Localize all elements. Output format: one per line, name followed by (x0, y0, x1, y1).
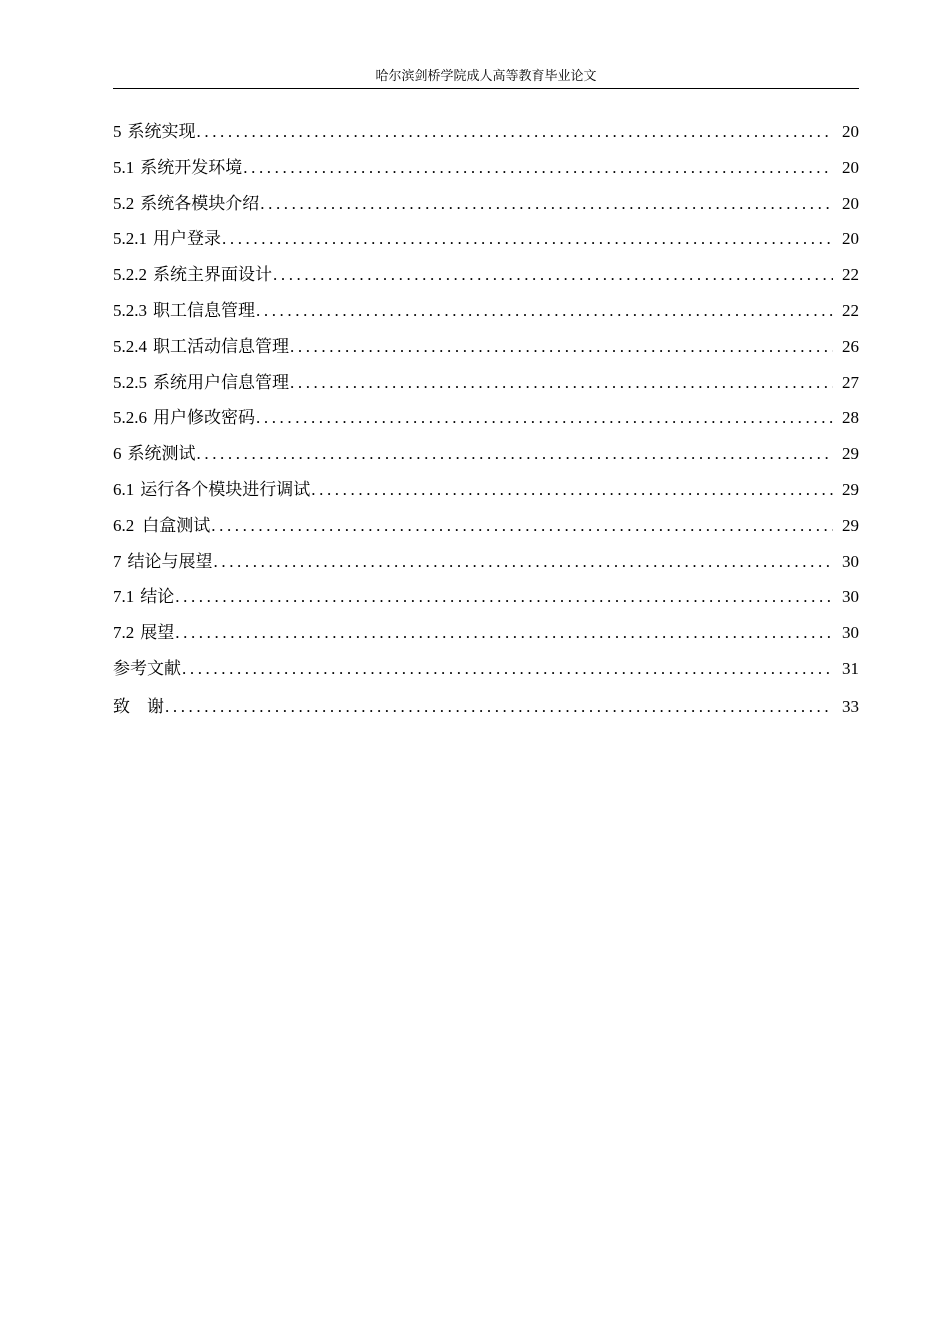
toc-dot-leader (243, 150, 833, 186)
toc-entry-number: 5.2.1 (113, 229, 147, 249)
toc-dot-leader (222, 221, 833, 257)
toc-entry[interactable] (113, 221, 859, 257)
toc-entry-label: 系统各模块介绍 (140, 193, 260, 213)
toc-dot-leader (214, 544, 834, 580)
toc-entry-label: 用户修改密码 (153, 408, 255, 428)
toc-entry-number: 5.2 (113, 193, 135, 213)
toc-entry[interactable] (113, 436, 859, 472)
toc-dot-leader (211, 508, 833, 544)
toc-entry-page: 20 (842, 122, 859, 141)
toc-entry[interactable] (113, 508, 859, 544)
toc-entry-page: 30 (842, 551, 859, 571)
toc-entry-title (113, 365, 289, 401)
toc-entry[interactable] (113, 150, 859, 186)
toc-entry-title (113, 687, 164, 727)
toc-entry-number: 5.2.6 (113, 408, 147, 428)
toc-entry[interactable] (113, 114, 859, 150)
toc-entry-page: 29 (842, 515, 859, 535)
toc-entry[interactable] (113, 615, 859, 651)
toc-entry[interactable] (113, 365, 859, 401)
toc-entry-page: 22 (842, 265, 859, 285)
toc-dot-leader (260, 186, 833, 222)
toc-entry-title (113, 186, 259, 222)
toc-entry-label: 展望 (140, 623, 175, 643)
toc-entry-title (113, 221, 221, 257)
toc-entry-page: 33 (842, 696, 859, 716)
toc-entry-number: 5.2.4 (113, 336, 147, 356)
toc-entry-title (113, 579, 174, 615)
toc-entry-page: 28 (842, 408, 859, 428)
toc-entry[interactable] (113, 329, 859, 365)
toc-entry[interactable] (113, 186, 859, 222)
toc-entry-label: 系统开发环境 (140, 157, 243, 177)
toc-entry-page: 20 (842, 157, 859, 177)
toc-entry-title (113, 436, 196, 472)
toc-entry-number: 5.2.2 (113, 265, 147, 285)
toc-entry-label: 结论与展望 (127, 551, 213, 571)
toc-dot-leader (290, 365, 833, 401)
toc-dot-leader (311, 472, 833, 508)
toc-entry-number: 7.2 (113, 623, 135, 643)
toc-entry-label: 系统测试 (127, 444, 196, 464)
toc-entry-page: 29 (842, 444, 859, 464)
toc-entry[interactable] (113, 400, 859, 436)
toc-entry-page: 26 (842, 336, 859, 356)
toc-dot-leader (182, 651, 833, 687)
toc-entry-title (113, 257, 272, 293)
toc-entry-label: 职工信息管理 (153, 300, 255, 320)
toc-entry-title (113, 293, 255, 329)
table-of-contents (113, 114, 859, 727)
toc-entry-number: 5 (113, 122, 122, 141)
toc-entry-label: 系统主界面设计 (153, 265, 272, 285)
toc-dot-leader (256, 400, 833, 436)
toc-entry-title (113, 114, 196, 150)
toc-dot-leader (197, 436, 834, 472)
toc-entry-label: 运行各个模块进行调试 (140, 479, 311, 499)
toc-entry-page: 29 (842, 479, 859, 499)
toc-entry-title (113, 651, 181, 687)
toc-entry-title (113, 400, 255, 436)
toc-entry-title (113, 329, 289, 365)
toc-entry-number: 7.1 (113, 587, 135, 607)
toc-dot-leader (197, 114, 834, 150)
toc-entry-page: 30 (842, 623, 859, 643)
toc-entry-number: 6.1 (113, 479, 135, 499)
toc-entry-number: 7 (113, 551, 122, 571)
toc-entry[interactable] (113, 544, 859, 580)
toc-entry-page: 22 (842, 300, 859, 320)
page-header (113, 66, 859, 89)
toc-entry-label: 用户登录 (153, 229, 221, 249)
toc-entry-title (113, 472, 310, 508)
toc-entry-label: 系统实现 (127, 122, 196, 141)
toc-entry-page: 31 (842, 658, 859, 678)
toc-entry-label: 参考文献 (113, 658, 181, 678)
toc-entry-label: 白盒测试 (142, 515, 211, 535)
toc-entry-page: 20 (842, 193, 859, 213)
toc-entry-label: 职工活动信息管理 (153, 336, 289, 356)
toc-entry-number: 6 (113, 444, 122, 464)
toc-entry-number: 5.2.5 (113, 372, 147, 392)
toc-entry-label: 系统用户信息管理 (153, 372, 289, 392)
toc-entry[interactable] (113, 257, 859, 293)
toc-entry-title (113, 544, 213, 580)
toc-entry[interactable] (113, 293, 859, 329)
toc-entry[interactable] (113, 687, 859, 727)
toc-entry-page: 20 (842, 229, 859, 249)
toc-entry-label: 致 谢 (113, 696, 164, 716)
toc-entry[interactable] (113, 472, 859, 508)
toc-entry-label: 结论 (140, 587, 175, 607)
toc-entry-title (113, 615, 174, 651)
toc-entry-title (113, 150, 242, 186)
toc-entry[interactable] (113, 651, 859, 687)
toc-entry-number: 5.1 (113, 157, 135, 177)
toc-dot-leader (290, 329, 833, 365)
toc-dot-leader (256, 293, 833, 329)
toc-dot-leader (273, 257, 833, 293)
toc-entry-number: 5.2.3 (113, 300, 147, 320)
toc-dot-leader (175, 579, 833, 615)
toc-dot-leader (165, 687, 833, 727)
toc-entry[interactable] (113, 579, 859, 615)
header-title: 哈尔滨剑桥学院成人高等教育毕业论文 (375, 68, 597, 83)
toc-entry-page: 27 (842, 372, 859, 392)
toc-entry-title (113, 508, 210, 544)
toc-entry-number: 6.2 (113, 515, 135, 535)
toc-entry-page: 30 (842, 587, 859, 607)
toc-dot-leader (175, 615, 833, 651)
